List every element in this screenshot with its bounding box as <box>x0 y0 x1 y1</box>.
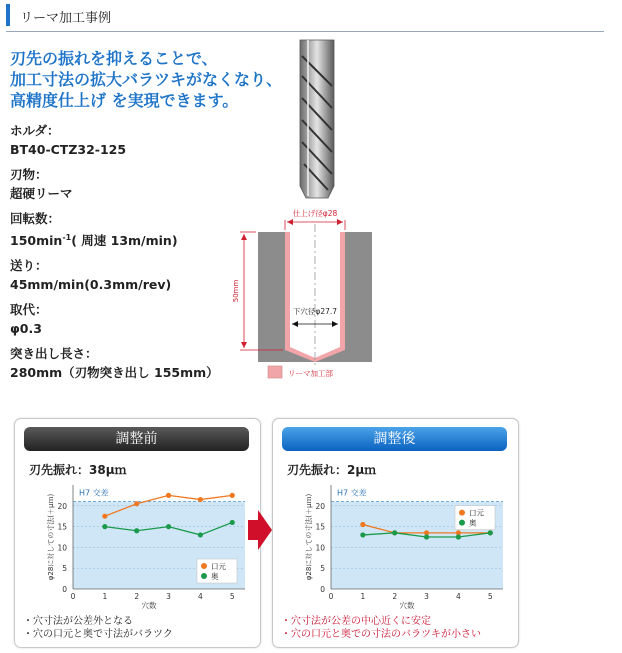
y-tick-label: 0 <box>320 585 325 594</box>
legend-label: 口元 <box>469 508 484 518</box>
after-panel-title: 調整後 <box>282 427 507 451</box>
section-header <box>6 4 606 28</box>
y-tick-label: 5 <box>320 564 325 574</box>
legend-swatch <box>268 366 282 378</box>
y-tick-label: 10 <box>315 543 325 553</box>
data-point <box>102 524 107 529</box>
data-point <box>166 493 171 498</box>
y-tick-label: 15 <box>57 522 67 532</box>
note-item: ・穴の口元と奥での寸法のバラツキが小さい <box>281 629 481 640</box>
x-axis-label: 穴数 <box>399 601 415 610</box>
speed-label: 回転数： <box>10 211 61 226</box>
pilot-dia-label: 下穴径φ27.7 <box>292 307 338 316</box>
x-tick-label: 5 <box>229 592 235 601</box>
y-axis-label: φ28に対しての寸法(＋μｍ) <box>47 493 55 581</box>
y-tick-label: 15 <box>315 522 325 532</box>
data-point <box>198 497 203 502</box>
data-point <box>230 493 235 498</box>
legend-marker <box>459 520 465 526</box>
feed-label: 送り： <box>10 258 48 274</box>
x-tick-label: 1 <box>360 592 366 601</box>
legend-marker <box>201 563 207 569</box>
legend-label: リーマ加工部 <box>288 369 333 378</box>
speed-value-main: 150min <box>10 233 63 249</box>
holder-label: ホルダ： <box>10 123 60 138</box>
holder-value: BT40-CTZ32-125 <box>10 142 127 157</box>
x-tick-label: 4 <box>198 592 203 601</box>
intro-line: 高精度仕上げ を実現できます。 <box>10 91 239 110</box>
data-point <box>134 501 139 506</box>
note-item: ・穴寸法が公差の中心近くに安定 <box>281 616 431 627</box>
data-point <box>488 530 493 535</box>
data-point <box>102 514 107 519</box>
legend-marker <box>201 573 207 579</box>
stock-value: φ0.3 <box>10 321 42 337</box>
x-tick-label: 5 <box>487 592 493 601</box>
header-divider <box>6 31 604 32</box>
y-tick-label: 20 <box>315 501 325 511</box>
note-item: ・穴寸法が公差外となる <box>23 616 133 627</box>
y-tick-label: 20 <box>57 501 67 511</box>
x-axis-label: 穴数 <box>141 601 157 610</box>
after-runout: 刃先振れ：2μｍ <box>287 463 377 477</box>
feed-value: 45mm/min(0.3mm/rev) <box>10 277 172 293</box>
finish-dia-label: 仕上げ径φ28 <box>292 209 338 218</box>
y-axis-label: φ28に対しての寸法(＋μｍ) <box>305 493 313 581</box>
data-point <box>198 532 203 537</box>
intro-line: 加工寸法の拡大バラツキがなくなり、 <box>10 70 283 89</box>
x-tick-label: 2 <box>134 592 140 601</box>
tolerance-label: H7 交差 <box>79 488 109 498</box>
legend-label: 口元 <box>211 562 226 571</box>
y-tick-label: 5 <box>62 564 67 574</box>
data-point <box>230 520 235 525</box>
data-point <box>360 532 365 537</box>
arrow-right-icon <box>248 510 272 550</box>
reamer-diagram <box>230 36 400 386</box>
x-tick-label: 3 <box>166 592 171 601</box>
tool-value: 超硬リーマ <box>10 186 73 201</box>
header-accent-bar <box>6 4 10 26</box>
depth-label: 50mm <box>232 279 240 303</box>
x-tick-label: 4 <box>456 592 461 601</box>
before-panel-title: 調整前 <box>24 427 249 451</box>
note-item: ・穴の口元と奥で寸法がバラツク <box>23 629 173 640</box>
overhang-label: 突き出し長さ： <box>10 346 98 362</box>
speed-value-exponent: -1 <box>62 233 72 242</box>
after-chart <box>277 477 513 611</box>
overhang-value: 280mm（刃物突き出し 155mm） <box>10 365 219 381</box>
data-point <box>360 522 365 527</box>
tolerance-label: H7 交差 <box>337 488 367 498</box>
data-point <box>134 528 139 533</box>
x-tick-label: 0 <box>328 592 334 601</box>
before-runout: 刃先振れ：38μｍ <box>29 463 127 477</box>
x-tick-label: 3 <box>424 592 429 601</box>
legend-label: 奥 <box>211 572 219 581</box>
x-tick-label: 0 <box>70 592 76 601</box>
x-tick-label: 2 <box>392 592 398 601</box>
data-point <box>166 524 171 529</box>
data-point <box>424 534 429 539</box>
after-notes <box>281 615 481 641</box>
speed-value-peripheral: ( 周速 13m/min) <box>71 233 178 249</box>
data-point <box>456 534 461 539</box>
tool-label: 刃物： <box>10 167 48 182</box>
data-point <box>392 530 397 535</box>
reamer-tool-image <box>300 40 334 198</box>
section-title: リーマ加工事例 <box>20 11 112 26</box>
y-tick-label: 10 <box>57 543 67 553</box>
before-chart <box>19 477 255 611</box>
intro-line: 刃先の振れを抑えることで、 <box>10 49 218 68</box>
y-tick-label: 0 <box>62 585 67 594</box>
legend-marker <box>459 510 465 516</box>
after-adjustment-panel <box>272 418 519 648</box>
legend-label: 奥 <box>469 518 477 528</box>
before-notes <box>23 615 173 641</box>
before-adjustment-panel <box>14 418 261 648</box>
stock-label: 取代： <box>10 302 48 318</box>
x-tick-label: 1 <box>102 592 108 601</box>
